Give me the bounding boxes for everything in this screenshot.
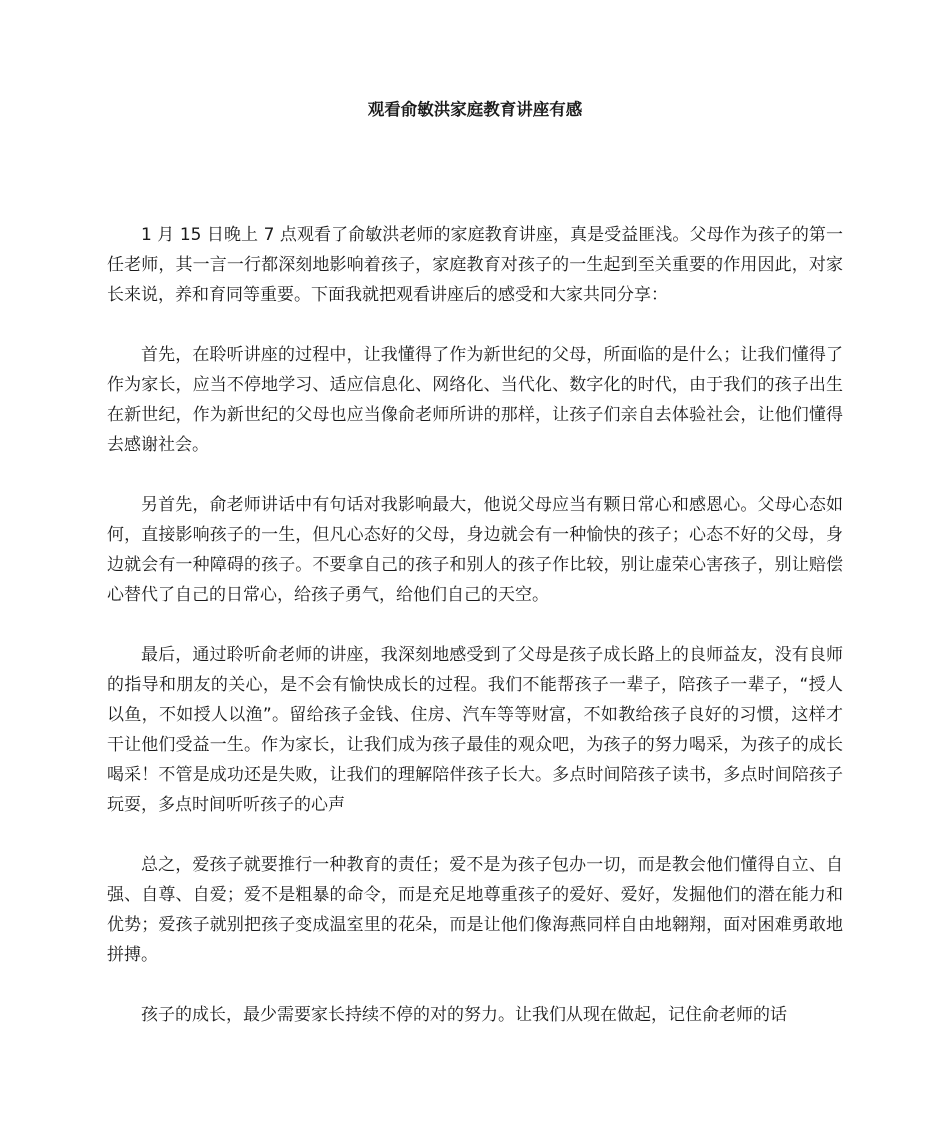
document-body [107, 220, 843, 1060]
paragraph-last-point: 最后，通过聆听俞老师的讲座，我深刻地感受到了父母是孩子成长路上的良师益友，没有良师的指导和朋友的关心，是不会有愉快成长的过程。我们不能帮孩子一辈子，陪孩子一辈子，“授人以鱼，不如授人以渔”。留给孩子金钱、住房、汽车等等财富，不如教给孩子良好的习惯，这样才干让他们受益一生。作为家长，让我们成为孩子最佳的观众吧，为孩子的努力喝采，为孩子的成长喝采！不管是成功还是失败，让我们的理解陪伴孩子长大。多点时间陪孩子读书，多点时间陪孩子玩耍，多点时间听听孩子的心声 [107, 645, 843, 815]
paragraph-summary: 总之，爱孩子就要推行一种教育的责任；爱不是为孩子包办一切，而是教会他们懂得自立、自强、自尊、自爱；爱不是粗暴的命令，而是充足地尊重孩子的爱好、爱好，发掘他们的潜在能力和优势；爱孩子就别把孩子变成温室里的花朵，而是让他们像海燕同样自由地翱翔，面对困难勇敢地拼搏。 [107, 855, 843, 965]
paragraph-closing: 孩子的成长，最少需要家长持续不停的对的努力。让我们从现在做起，记住俞老师的话 [141, 1005, 787, 1025]
paragraph-first-point: 首先，在聆听讲座的过程中，让我懂得了作为新世纪的父母，所面临的是什么；让我们懂得了作为家长，应当不停地学习、适应信息化、网络化、当代化、数字化的时代，由于我们的孩子出生在新世纪，作为新世纪的父母也应当像俞老师所讲的那样，让孩子们亲自去体验社会，让他们懂得去感谢社会。 [107, 345, 843, 455]
document-title: 观看俞敏洪家庭教育讲座有感 [367, 100, 583, 119]
paragraph-second-point: 另首先，俞老师讲话中有句话对我影响最大，他说父母应当有颗日常心和感恩心。父母心态如何，直接影响孩子的一生，但凡心态好的父母，身边就会有一种愉快的孩子；心态不好的父母，身边就会有一种障碍的孩子。不要拿自己的孩子和别人的孩子作比较，别让虚荣心害孩子，别让赔偿心替代了自己的日常心，给孩子勇气，给他们自己的天空。 [107, 495, 843, 605]
paragraph-intro: 1 月 15 日晚上 7 点观看了俞敏洪老师的家庭教育讲座，真是受益匪浅。父母作为孩子的第一任老师，其一言一行都深刻地影响着孩子，家庭教育对孩子的一生起到至关重要的作用因此，对家长来说，养和育同等重要。下面我就把观看讲座后的感受和大家共同分享： [107, 225, 843, 305]
